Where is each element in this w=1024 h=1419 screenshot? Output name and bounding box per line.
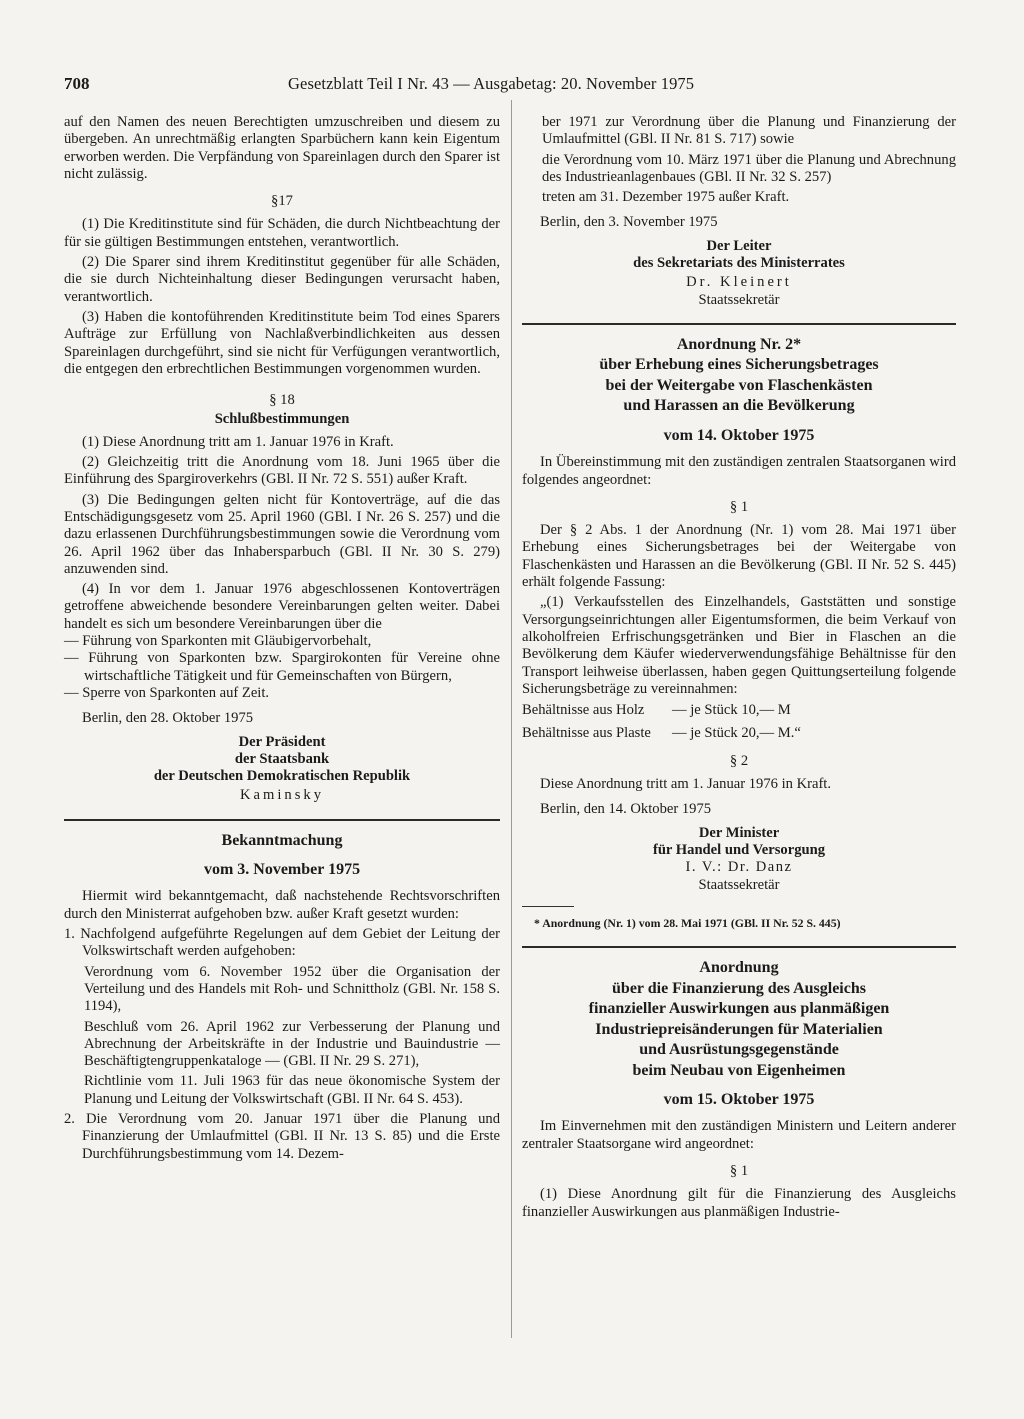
signatory-title-1: Der Präsident [238,733,326,750]
repeal-effective-date: treten am 31. Dezember 1975 außer Kraft. [542,189,790,206]
announcement-intro: Hiermit wird bekanntgemacht, daß nachstehende Rechtsvorschriften durch den Ministerrat aufgehoben bzw. außer Kraft gesetzt wurden: [64,888,500,922]
dash-item-2: — Führung von Sparkonten bzw. Spargirokonten für Vereine ohne wirtschaftliche Tätigkeit und für Gemeinschaften von Bürgern, [64,650,500,684]
section-17-para-2: (2) Die Sparer sind ihrem Kreditinstitut gegenüber für alle Schäden, die sie durch Nichteinhaltung dieser Bedingungen verursacht haben, verantwortlich. [64,254,500,305]
column-divider [511,100,512,1338]
order-3-title [522,958,956,1081]
order-3-title-line: Anordnung [699,959,779,977]
section-rule [522,946,956,948]
section-18-heading: § 18 [269,392,295,409]
footnote: * Anordnung (Nr. 1) vom 28. Mai 1971 (GBl. II Nr. 52 S. 445) [534,915,841,930]
footnote-rule [522,906,574,907]
deposit-label-wood: Behältnisse aus Holz [522,702,645,719]
signing-place-date-2: Berlin, den 14. Oktober 1975 [540,801,712,818]
deposit-value-plastic: — je Stück 20,— M.“ [672,725,801,742]
order-2-section-1-heading: § 1 [729,498,749,515]
signatory-1-name: Dr. Kleinert [686,274,792,291]
deposit-value-wood: — je Stück 10,— M [672,702,791,719]
order-2-title-line: Anordnung Nr. 2* [676,335,802,353]
dash-item-1: — Führung von Sparkonten mit Gläubigervorbehalt, [64,633,372,650]
announcement-title: Bekanntmachung [221,831,343,849]
left-column [64,114,500,1166]
order-2-title [522,335,956,417]
order-2-section-2-heading: § 2 [729,752,749,769]
signatory-2-name: I. V.: Dr. Danz [685,859,793,876]
signatory-name: Kaminsky [240,787,324,804]
order-3-title-line: und Ausrüstungsgegenstände [639,1041,839,1059]
order-3-date: vom 15. Oktober 1975 [663,1091,815,1109]
order-2-intro: In Übereinstimmung mit den zuständigen zentralen Staatsorganen wird folgendes angeordnet: [522,454,956,488]
order-2-title-line: über Erhebung eines Sicherungsbetrages [599,356,879,374]
deposit-amount-wood [522,702,956,719]
section-18-para-2: (2) Gleichzeitig tritt die Anordnung vom 18. Juni 1965 über die Einführung des Spargiroverkehrs (GBl. II Nr. 72 S. 551) außer Kraft. [64,454,500,488]
announcement-date: vom 3. November 1975 [203,861,361,879]
section-18-para-1: (1) Diese Anordnung tritt am 1. Januar 1976 in Kraft. [82,433,394,450]
deposit-amount-plastic [522,725,956,742]
gazette-header-title: Gesetzblatt Teil I Nr. 43 — Ausgabetag: 20. November 1975 [288,74,695,93]
order-3-title-line: über die Finanzierung des Ausgleichs [612,979,866,997]
repealed-regulation-1: Verordnung vom 6. November 1952 über die Organisation der Verteilung und des Handels mit Roh- und Schnittholz (GBl. Nr. 158 S. 1194), [84,963,500,1015]
section-rule [522,323,956,325]
signatory-1-title-1: Der Leiter [706,237,772,254]
order-3-intro: Im Einvernehmen mit den zuständigen Ministern und Leitern anderer zentraler Staatsorgane wird angeordnet: [522,1118,956,1152]
signatory-title-2: der Staatsbank [234,750,330,767]
repealed-regulation-3: Richtlinie vom 11. Juli 1963 für das neue ökonomische System der Planung und Leitung der Volkswirtschaft (GBl. II Nr. 64 S. 453). [84,1073,500,1107]
right-column [522,114,956,1224]
dash-item-3: — Sperre von Sparkonten auf Zeit. [64,684,270,701]
deposit-label-plastic: Behältnisse aus Plaste [522,725,651,742]
section-18-para-4: (4) In vor dem 1. Januar 1976 abgeschlossenen Kontoverträgen getroffene abweichende besondere Vereinbarungen gelten weiter. Dabei handelt es sich um besondere Vereinbarungen über die [64,581,500,632]
signatory-1-title-2: des Sekretariats des Ministerrates [633,255,845,272]
order-2-section-2-para: Diese Anordnung tritt am 1. Januar 1976 in Kraft. [540,776,832,793]
signing-place-date-1: Berlin, den 3. November 1975 [540,214,718,231]
order-2-section-1-para: Der § 2 Abs. 1 der Anordnung (Nr. 1) vom 28. Mai 1971 über Erhebung eines Sicherungsbetrages bei der Weitergabe von Flaschenkästen und Harassen an die Bevölkerung (GBl. II Nr. 52 S. 445) erhält folgende Fassung: [522,522,956,591]
page-number: 708 [64,74,90,93]
section-18-para-3: (3) Die Bedingungen gelten nicht für Kontoverträge, auf die das Entschädigungsgesetz vom 25. April 1960 (GBl. I Nr. 26 S. 257) und die dazu erlassenen Durchführungsbestimmungen sowie die Verordnung vom 26. April 1962 über das Inhabersparbuch (GBl. II Nr. 30 S. 279) anzuwenden sind. [64,491,500,577]
page-header [64,74,964,98]
section-17-heading: §17 [271,193,293,210]
signatory-1-role: Staatssekretär [698,291,780,308]
signing-place-date: Berlin, den 28. Oktober 1975 [82,710,254,727]
continued-paragraph: auf den Namen des neuen Berechtigten umzuschreiben und diesem zu übergeben. An unrechtmäßig erlangten Sparbüchern kann kein Eigentum erworben werden. Die Verpfändung von Spareinlagen durch den Sparer ist nicht zulässig. [64,114,500,182]
repealed-regulation-2: Beschluß vom 26. April 1962 zur Verbesserung der Planung und Abrechnung der Arbeitskräfte in der Industrie und Bauindustrie — Beschäftigtengruppenkataloge — (GBl. II Nr. 29 S. 271), [84,1018,500,1070]
order-3-title-line: beim Neubau von Eigenheimen [632,1061,846,1079]
section-rule [64,819,500,821]
signatory-2-title-2: für Handel und Versorgung [652,841,826,858]
announcement-item-1: 1. Nachfolgend aufgeführte Regelungen auf dem Gebiet der Leitung der Volkswirtschaft werden aufgehoben: [64,926,500,960]
order-2-quoted-provision: „(1) Verkaufsstellen des Einzelhandels, Gaststätten und sonstige Versorgungseinrichtungen aller Eigentumsformen, die beim Verkauf von alkoholfreien Erfrischungsgetränken und Bier in Flaschen an die Bevölkerung dem Käufer wiederverwendungsfähige Behältnisse für den Transport leihweise überlassen, haben gegen Quittungserteilung folgende Sicherungsbeträge zu vereinnahmen: [522,594,956,697]
section-17-para-3: (3) Haben die kontoführenden Kreditinstitute beim Tod eines Sparers Aufträge zur Erfüllung von Nachlaßverbindlichkeiten aus dessen Spareinlagen durchgeführt, sind sie nicht für Verfügungen verantwortlich, die entgegen den erbrechtlichen Bestimmungen vorgenommen wurden. [64,308,500,377]
order-2-title-line: bei der Weitergabe von Flaschenkästen [605,376,873,394]
announcement-item-2: 2. Die Verordnung vom 20. Januar 1971 über die Planung und Finanzierung der Umlaufmittel (GBl. II Nr. 13 S. 85) und die Erste Durchführungsbestimmung vom 14. Dezem- [64,1111,500,1162]
continued-regulation: ber 1971 zur Verordnung über die Planung und Finanzierung der Umlaufmittel (GBl. II Nr. 81 S. 717) sowie [542,114,956,148]
order-2-title-line: und Harassen an die Bevölkerung [623,397,855,415]
regulation-industrieanlagenbau: die Verordnung vom 10. März 1971 über die Planung und Abrechnung des Industrieanlagenbaues (GBl. II Nr. 32 S. 257) [542,151,956,185]
section-17-para-1: (1) Die Kreditinstitute sind für Schäden, die durch Nichtbeachtung der für sie gültigen Bestimmungen entstehen, verantwortlich. [64,216,500,250]
section-18-title: Schlußbestimmungen [214,411,350,428]
signatory-2-role: Staatssekretär [698,876,780,893]
signatory-2-title-1: Der Minister [698,824,780,841]
signatory-title-3: der Deutschen Demokratischen Republik [153,768,411,785]
order-3-title-line: finanzieller Auswirkungen aus planmäßigen [588,1000,890,1018]
order-3-section-1-heading: § 1 [729,1162,749,1179]
order-2-date: vom 14. Oktober 1975 [663,426,815,444]
order-3-section-1-para: (1) Diese Anordnung gilt für die Finanzierung des Ausgleichs finanzieller Auswirkungen aus planmäßigen Industrie- [522,1186,956,1220]
order-3-title-line: Industriepreisänderungen für Materialien [595,1020,883,1038]
